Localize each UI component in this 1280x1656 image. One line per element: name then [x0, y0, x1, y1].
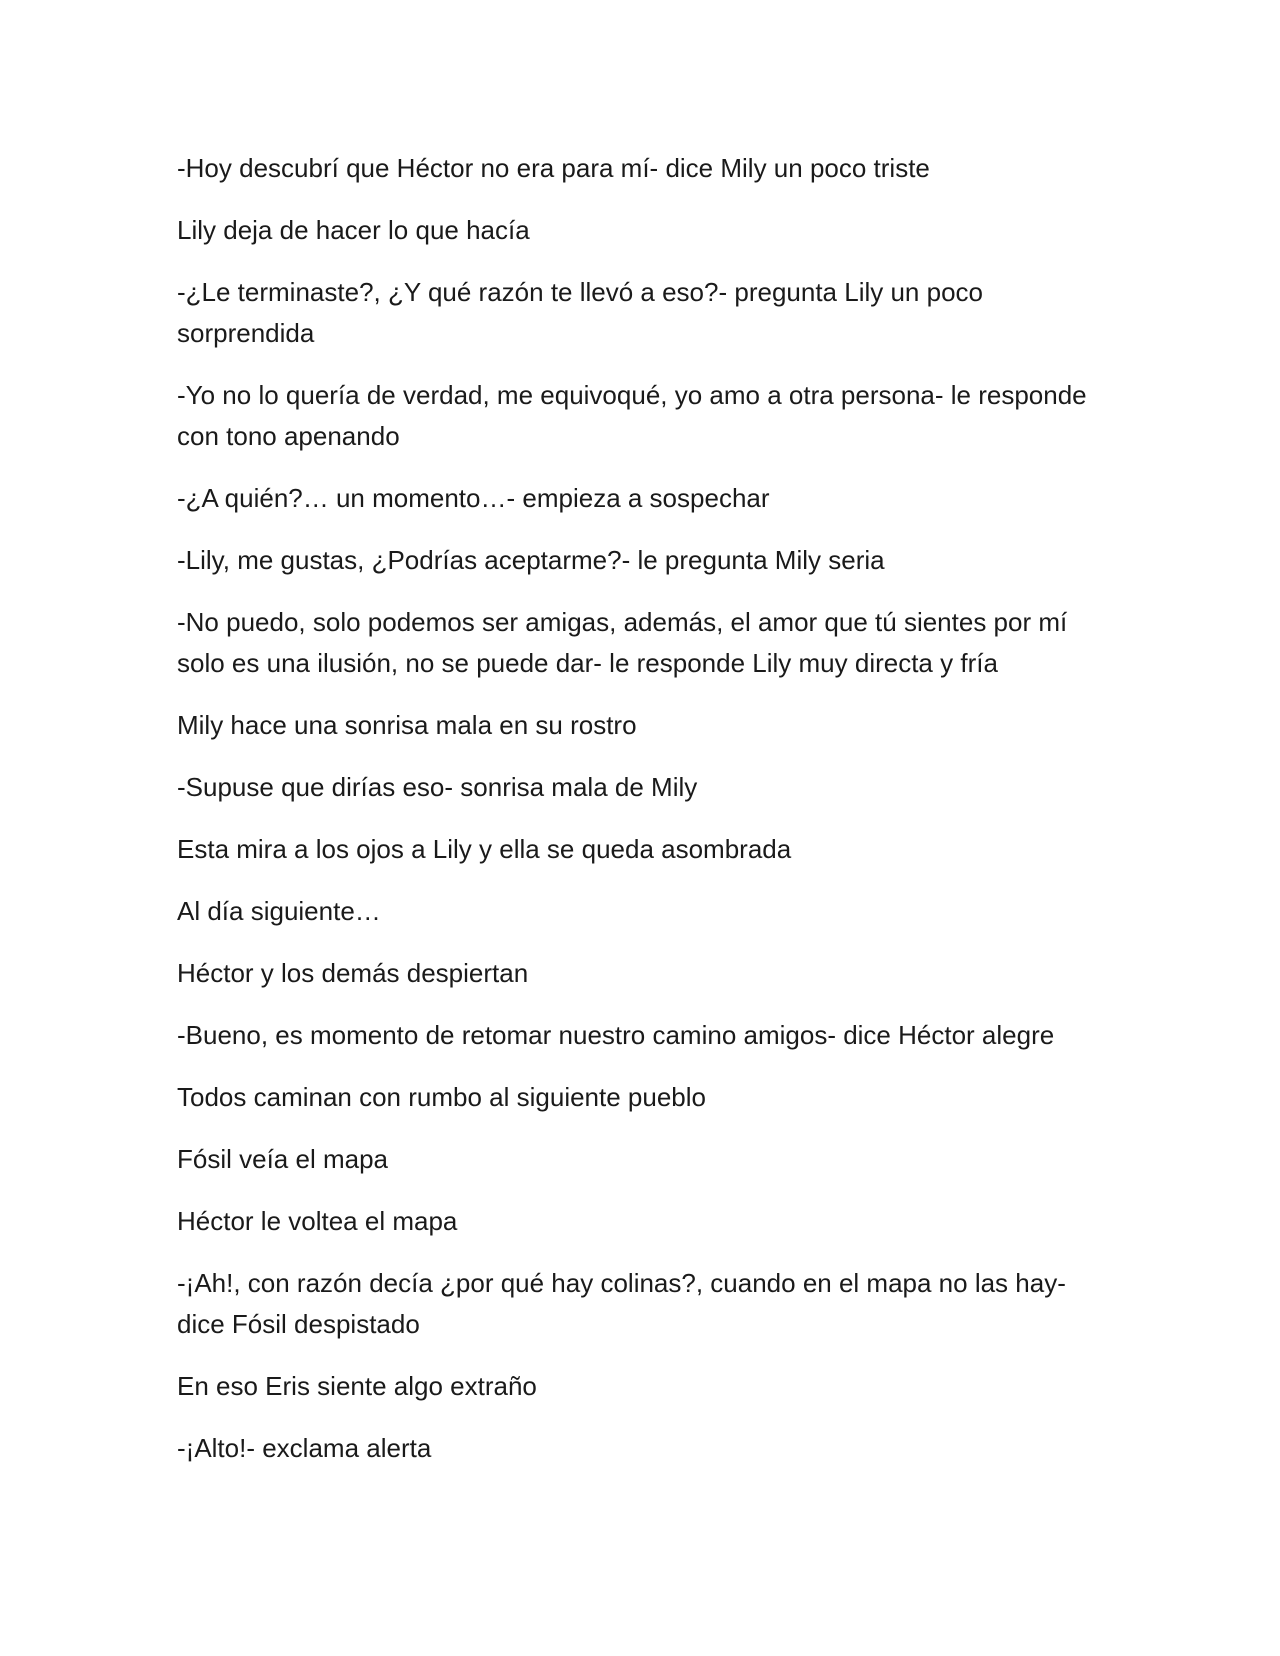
paragraph: Esta mira a los ojos a Lily y ella se queda asombrada [177, 834, 792, 864]
paragraph: -Bueno, es momento de retomar nuestro camino amigos- dice Héctor alegre [177, 1020, 1055, 1050]
paragraph: -¡Ah!, con razón decía ¿por qué hay colinas?, cuando en el mapa no las hay- dice Fósil despistado [177, 1268, 1066, 1339]
paragraph: -No puedo, solo podemos ser amigas, además, el amor que tú sientes por mí solo es una ilusión, no se puede dar- le responde Lily muy directa y fría [177, 607, 1068, 678]
paragraph: Héctor le voltea el mapa [177, 1206, 458, 1236]
paragraph: -¿A quién?… un momento…- empieza a sospechar [177, 483, 770, 513]
paragraph: Al día siguiente… [177, 896, 381, 926]
paragraph: Héctor y los demás despiertan [177, 958, 529, 988]
paragraph: En eso Eris siente algo extraño [177, 1371, 537, 1401]
paragraph: Todos caminan con rumbo al siguiente pueblo [177, 1082, 707, 1112]
paragraph: Mily hace una sonrisa mala en su rostro [177, 710, 637, 740]
paragraph: -Lily, me gustas, ¿Podrías aceptarme?- le pregunta Mily seria [177, 545, 885, 575]
paragraph: -Hoy descubrí que Héctor no era para mí- dice Mily un poco triste [177, 153, 930, 183]
paragraph: Lily deja de hacer lo que hacía [177, 215, 530, 245]
paragraph: -Yo no lo quería de verdad, me equivoqué, yo amo a otra persona- le responde con tono apenando [177, 380, 1087, 451]
paragraph: -Supuse que dirías eso- sonrisa mala de Mily [177, 772, 698, 802]
paragraph: Fósil veía el mapa [177, 1144, 388, 1174]
document-body [177, 148, 1102, 1490]
paragraph: -¡Alto!- exclama alerta [177, 1433, 432, 1463]
paragraph: -¿Le terminaste?, ¿Y qué razón te llevó a eso?- pregunta Lily un poco sorprendida [177, 277, 983, 348]
